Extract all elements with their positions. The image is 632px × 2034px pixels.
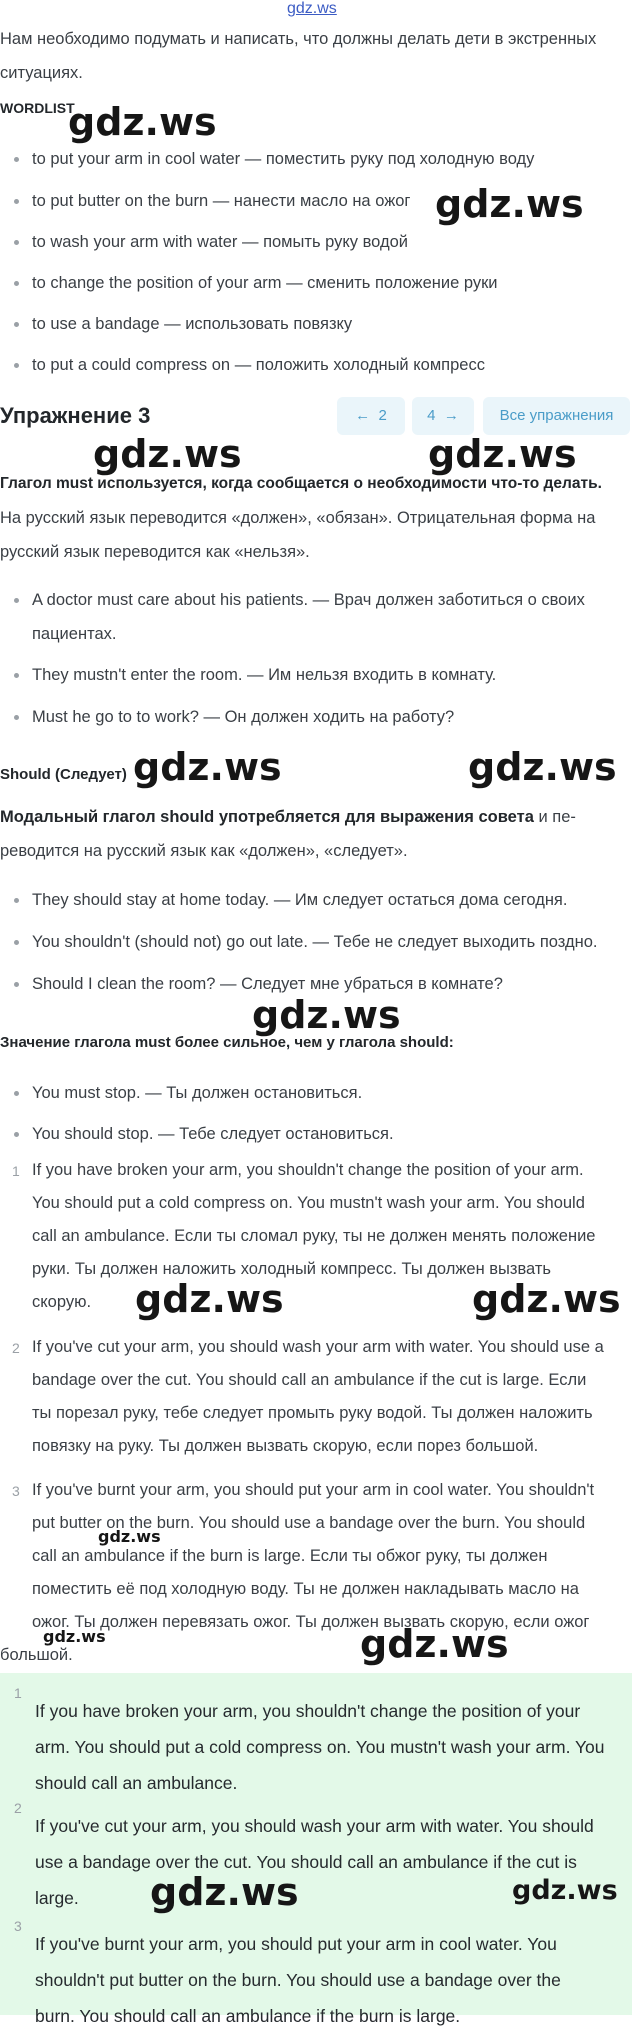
watermark: gdz.ws — [68, 100, 217, 144]
all-exercises-button[interactable]: Все упражнения — [483, 397, 630, 435]
watermark: gdz.ws — [428, 432, 577, 476]
wordlist-item: to change the position of your arm — сменить положение руки — [0, 266, 630, 300]
answer-line: ожог. Ты должен перевязать ожог. Ты должен вызвать скорую, если ожог — [32, 1613, 590, 1631]
bullet-icon — [14, 1091, 19, 1096]
comparison-example: You should stop. — Тебе следует остановиться. — [0, 1117, 630, 1151]
bullet-icon — [14, 898, 19, 903]
answer-line: You should put a cold compress on. You mustn't wash your arm. You should — [32, 1194, 585, 1212]
bullet-icon — [14, 1132, 19, 1137]
watermark: gdz.ws — [472, 1277, 621, 1321]
highlight-line: If you have broken your arm, you shouldn't change the position of your — [35, 1700, 581, 1721]
wordlist-item: to use a bandage — использовать повязку — [0, 307, 630, 341]
should-example: Should I clean the room? — Следует мне убраться в комнате? — [0, 967, 630, 1001]
highlight-line: should call an ambulance. — [35, 1772, 238, 1793]
answer-line: call an ambulance. Если ты сломал руку, ты не должен менять положение — [32, 1227, 596, 1245]
bullet-icon — [14, 940, 19, 945]
arrow-left-icon: ← — [355, 407, 371, 424]
highlight-line: shouldn't put butter on the burn. You should use a bandage over the — [35, 1969, 561, 1990]
comparison-title: Значение глагола must более сильное, чем у глагола should: — [0, 1034, 454, 1051]
exercise-title: Упражнение 3 — [0, 403, 151, 428]
wordlist-item: to put a could compress on — положить холодный компресс — [0, 348, 630, 382]
watermark: gdz.ws — [135, 1277, 284, 1321]
answer-number: 3 — [12, 1483, 20, 1499]
must-example: They mustn't enter the room. — Им нельзя входить в комнату. — [0, 658, 630, 692]
answer-line: bandage over the cut. You should call an ambulance if the cut is large. Если — [32, 1371, 587, 1389]
bullet-icon — [14, 598, 19, 603]
bullet-icon — [14, 322, 19, 327]
comparison-example: You must stop. — Ты должен остановиться. — [0, 1076, 630, 1110]
wordlist-item: to put butter on the burn — нанести масло на ожог — [0, 184, 630, 218]
highlight-number: 1 — [14, 1685, 22, 1701]
bullet-icon — [14, 157, 19, 162]
watermark: gdz.ws — [360, 1622, 509, 1666]
watermark: gdz.ws — [43, 1627, 106, 1646]
must-example: A doctor must care about his patients. — Врач должен заботиться о своих — [0, 583, 630, 617]
answer-line: поместить её под холодную воду. Ты не должен накладывать масло на — [32, 1580, 579, 1598]
highlight-number: 2 — [14, 1800, 22, 1816]
bullet-icon — [14, 199, 19, 204]
highlight-line: If you've burnt your arm, you should put your arm in cool water. You — [35, 1933, 557, 1954]
bullet-icon — [14, 363, 19, 368]
intro-line-1: Нам необходимо подумать и написать, что должны делать дети в экстренных — [0, 30, 597, 48]
answer-line: большой. — [0, 1646, 73, 1664]
watermark: gdz.ws — [150, 1870, 299, 1914]
watermark: gdz.ws — [98, 1527, 161, 1546]
watermark: gdz.ws — [133, 745, 282, 789]
wordlist-item: to put your arm in cool water — поместить руку под холодную воду — [0, 142, 630, 176]
answer-line: call an ambulance if the burn is large. Если ты обжог руку, ты должен — [32, 1547, 548, 1565]
highlight-line: large. — [35, 1887, 79, 1908]
highlight-line: burn. You should call an ambulance if the burn is large. — [35, 2005, 461, 2026]
bullet-icon — [14, 982, 19, 987]
bullet-icon — [14, 715, 19, 720]
arrow-right-icon: → — [443, 407, 459, 424]
site-link[interactable]: gdz.ws — [287, 0, 337, 17]
highlight-number: 3 — [14, 1918, 22, 1934]
watermark: gdz.ws — [93, 432, 242, 476]
next-exercise-button[interactable]: 4 → — [412, 397, 474, 435]
answer-line: put butter on the burn. You should use a bandage over the burn. You should — [32, 1514, 586, 1532]
wordlist-title: WORDLIST — [0, 100, 75, 116]
bullet-icon — [14, 240, 19, 245]
highlight-line: If you've cut your arm, you should wash your arm with water. You should — [35, 1815, 594, 1836]
must-example: Must he go to to work? — Он должен ходить на работу? — [0, 700, 630, 734]
bullet-icon — [14, 673, 19, 678]
answer-line: If you've burnt your arm, you should put your arm in cool water. You shouldn't — [32, 1481, 595, 1499]
answer-line: повязку на руку. Ты должен вызвать скорую, если порез большой. — [32, 1437, 539, 1455]
should-title: Should (Следует) — [0, 766, 127, 783]
bullet-icon — [14, 281, 19, 286]
should-example: They should stay at home today. — Им следует остаться дома сегодня. — [0, 883, 630, 917]
intro-line-2: ситуациях. — [0, 64, 83, 82]
highlight-line: arm. You should put a cold compress on. You mustn't wash your arm. You — [35, 1736, 605, 1757]
watermark: gdz.ws — [512, 1875, 618, 1906]
answer-number: 2 — [12, 1340, 20, 1356]
answer-line: ты порезал руку, тебе следует промыть руку водой. Ты должен наложить — [32, 1404, 593, 1422]
answer-line: If you've cut your arm, you should wash your arm with water. You should use a — [32, 1338, 604, 1356]
answer-line: If you have broken your arm, you shouldn't change the position of your arm. — [32, 1161, 584, 1179]
answer-number: 1 — [12, 1163, 20, 1179]
must-rule-line-3: русский язык переводится как «нельзя». — [0, 543, 310, 561]
watermark: gdz.ws — [435, 182, 584, 226]
answer-line: скорую. — [32, 1293, 92, 1311]
watermark: gdz.ws — [468, 745, 617, 789]
prev-exercise-button[interactable]: ← 2 — [337, 397, 405, 435]
must-example-continuation: пациентах. — [32, 625, 117, 643]
answer-line: руки. Ты должен наложить холодный компресс. Ты должен вызвать — [32, 1260, 552, 1278]
highlight-line: use a bandage over the cut. You should call an ambulance if the cut is — [35, 1851, 577, 1872]
must-rule-lead: Глагол must используется, когда сообщается о необходимости что-то делать. — [0, 475, 602, 492]
should-rule-line-1: Модальный глагол should употребляется для выражения совета и пе- — [0, 808, 576, 826]
watermark: gdz.ws — [252, 993, 401, 1037]
should-rule-line-2: реводится на русский язык как «должен», «следует». — [0, 842, 408, 860]
must-rule-line-2: На русский язык переводится «должен», «обязан». Отрицательная форма на — [0, 509, 596, 527]
wordlist-item: to wash your arm with water — помыть руку водой — [0, 225, 630, 259]
should-example: You shouldn't (should not) go out late. — Тебе не следует выходить поздно. — [0, 925, 630, 959]
